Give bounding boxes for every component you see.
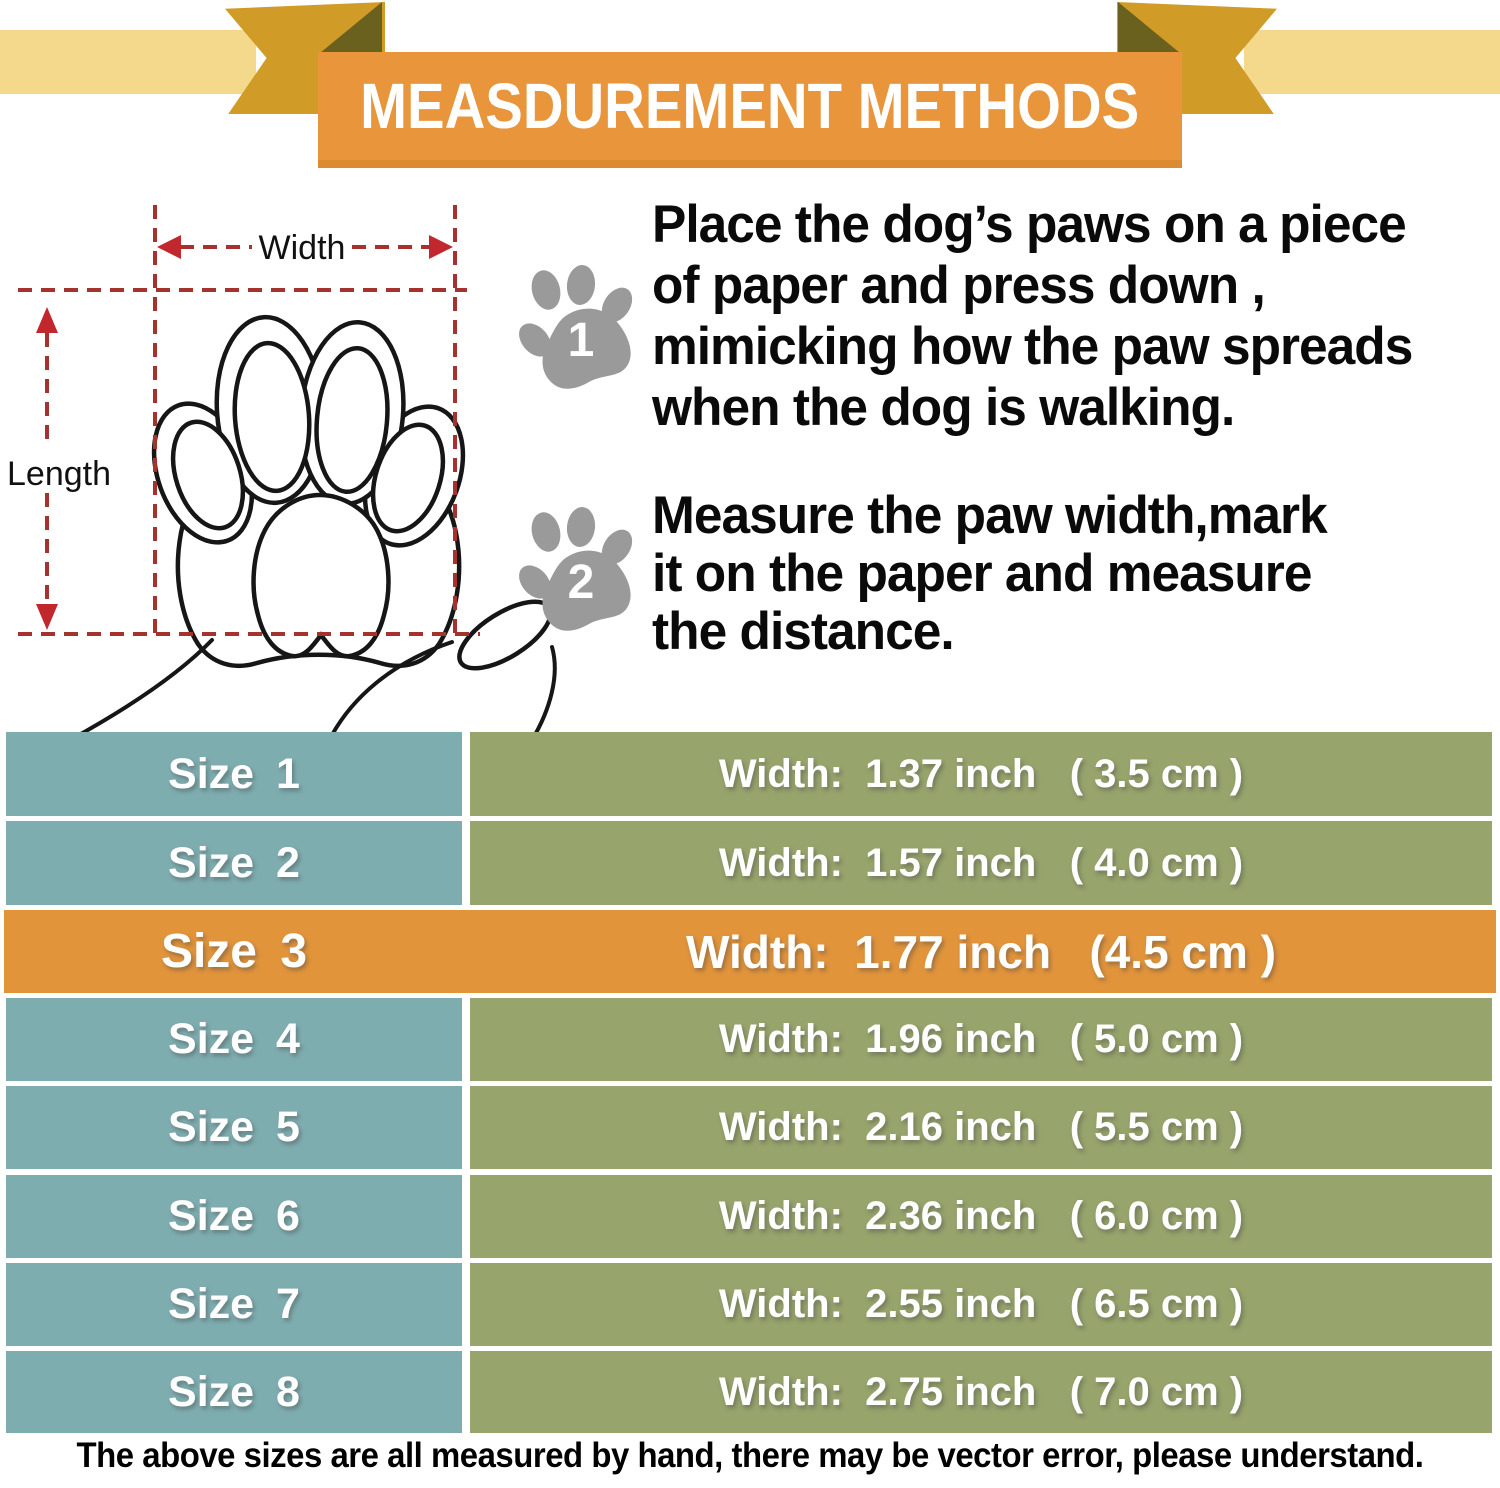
table-row bbox=[0, 821, 1500, 905]
step-2-number: 2 bbox=[567, 556, 595, 609]
size-cell: Size 5 bbox=[6, 1086, 462, 1169]
width-label: Width bbox=[258, 229, 346, 267]
table-row-highlighted bbox=[4, 910, 1496, 993]
paw-measurement-diagram bbox=[0, 195, 560, 745]
table-row bbox=[0, 998, 1500, 1081]
size-cell: Size 1 bbox=[6, 732, 462, 816]
step-text-line: of paper and press down , bbox=[652, 256, 1265, 315]
table-row bbox=[0, 1351, 1500, 1433]
step-1-paw-icon bbox=[505, 260, 640, 395]
step-text-line: Measure the paw width,mark bbox=[652, 486, 1327, 545]
footnote: The above sizes are all measured by hand, there may be vector error, please understand. bbox=[76, 1436, 1424, 1475]
step-text-line: Place the dog’s paws on a piece bbox=[652, 195, 1406, 254]
page-title: MEASDUREMENT METHODS bbox=[360, 70, 1140, 142]
width-cell: Width: 1.77 inch (4.5 cm ) bbox=[685, 925, 1277, 978]
step-1-text bbox=[652, 194, 1486, 438]
width-cell: Width: 1.57 inch ( 4.0 cm ) bbox=[470, 821, 1492, 905]
paw-outline-drawing bbox=[136, 314, 560, 682]
width-cell: Width: 2.75 inch ( 7.0 cm ) bbox=[470, 1351, 1492, 1433]
size-cell: Size 3 bbox=[160, 925, 308, 978]
width-cell: Width: 2.55 inch ( 6.5 cm ) bbox=[470, 1263, 1492, 1346]
width-cell: Width: 2.16 inch ( 5.5 cm ) bbox=[470, 1086, 1492, 1169]
step-1-number: 1 bbox=[567, 314, 595, 367]
table-row bbox=[0, 1175, 1500, 1258]
length-label: Length bbox=[7, 455, 111, 493]
ribbon-band-right bbox=[1244, 30, 1500, 94]
table-row bbox=[0, 1263, 1500, 1346]
step-2-text bbox=[652, 487, 1486, 661]
step-text-line: mimicking how the paw spreads bbox=[652, 317, 1413, 376]
step-text-line: when the dog is walking. bbox=[652, 378, 1235, 437]
size-cell: Size 4 bbox=[6, 998, 462, 1081]
step-text-line: the distance. bbox=[652, 602, 954, 661]
step-text-line: it on the paper and measure bbox=[652, 544, 1312, 603]
size-cell: Size 7 bbox=[6, 1263, 462, 1346]
ribbon-band-left bbox=[0, 30, 256, 94]
width-cell: Width: 1.37 inch ( 3.5 cm ) bbox=[470, 732, 1492, 816]
size-cell: Size 2 bbox=[6, 821, 462, 905]
width-cell: Width: 2.36 inch ( 6.0 cm ) bbox=[470, 1175, 1492, 1258]
size-cell: Size 6 bbox=[6, 1175, 462, 1258]
table-row bbox=[0, 1086, 1500, 1169]
size-cell: Size 8 bbox=[6, 1351, 462, 1433]
table-row bbox=[0, 732, 1500, 816]
title-banner bbox=[318, 52, 1182, 168]
step-2-paw-icon bbox=[505, 502, 640, 637]
width-cell: Width: 1.96 inch ( 5.0 cm ) bbox=[470, 998, 1492, 1081]
